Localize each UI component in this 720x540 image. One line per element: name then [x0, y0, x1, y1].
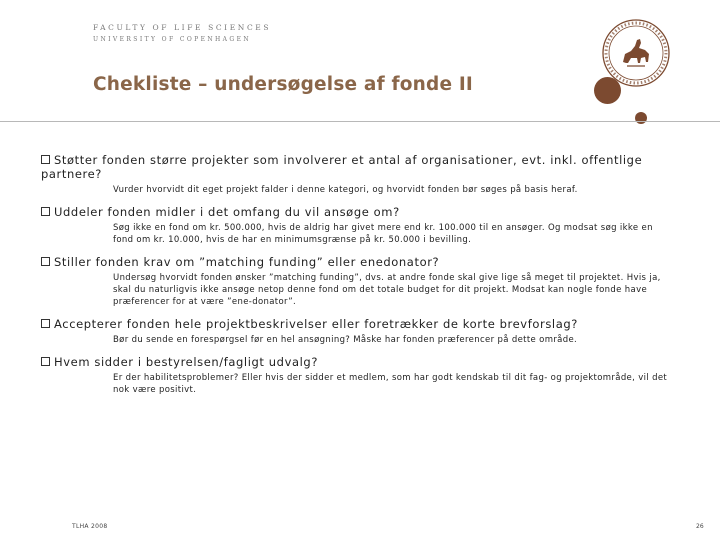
- checklist-detail: Undersøg hvorvidt fonden ønsker ”matching funding”, dvs. at andre fonde skal give lige så meget til projektet. Hvis ja, skal du naturligvis ikke ansøge netop denne fond om det totale budget for dit projekt. Modsat kan nogle fonde have præferencer for at være ”ene-donator”.: [113, 273, 661, 307]
- page-title: Chekliste – undersøgelse af fonde II: [93, 74, 474, 95]
- checkbox-icon: [41, 207, 50, 216]
- checklist-question: Støtter fonden større projekter som involverer et antal af organisationer, evt. inkl. offentlige partnere?: [41, 153, 643, 181]
- header-divider: [0, 121, 720, 122]
- checklist-detail: Søg ikke en fond om kr. 500.000, hvis de aldrig har givet mere end kr. 100.000 til en ansøger. Og modsat søg ikke en fond om kr. 10.000, hvis de har en minimumsgrænse på kr. 50.000 i bevilling.: [113, 223, 653, 245]
- checklist-question: Hvem sidder i bestyrelsen/fagligt udvalg?: [54, 355, 319, 369]
- checklist-item: [41, 317, 671, 346]
- decorative-dot-large: [594, 77, 621, 104]
- checkbox-icon: [41, 319, 50, 328]
- decorative-dot-small: [635, 112, 647, 124]
- faculty-wordmark: [93, 22, 271, 46]
- checklist: [41, 153, 671, 405]
- checklist-question: Stiller fonden krav om ”matching funding” eller enedonator?: [54, 255, 440, 269]
- faculty-name: FACULTY OF LIFE SCIENCES: [93, 23, 272, 32]
- checkbox-icon: [41, 357, 50, 366]
- checklist-item: [41, 153, 671, 196]
- checklist-detail: Vurder hvorvidt dit eget projekt falder i denne kategori, og hvorvidt fonden bør søges på basis heraf.: [113, 185, 578, 195]
- checkbox-icon: [41, 155, 50, 164]
- university-name: UNIVERSITY OF COPENHAGEN: [93, 36, 252, 43]
- checklist-detail: Bør du sende en forespørgsel før en hel ansøgning? Måske har fonden præferencer på dette område.: [113, 335, 578, 345]
- footer-author: TLHA 2008: [72, 523, 108, 530]
- checklist-question: Accepterer fonden hele projektbeskrivelser eller foretrækker de korte brevforslag?: [54, 317, 578, 331]
- checklist-item: [41, 255, 671, 308]
- checklist-item: [41, 205, 671, 246]
- checklist-question: Uddeler fonden midler i det omfang du vil ansøge om?: [54, 205, 400, 219]
- checklist-item: [41, 355, 671, 396]
- checklist-detail: Er der habilitetsproblemer? Eller hvis der sidder et medlem, som har godt kendskab til dit fag- og projektområde, vil det nok være positivt.: [113, 373, 668, 395]
- page-number: 26: [696, 523, 704, 530]
- checkbox-icon: [41, 257, 50, 266]
